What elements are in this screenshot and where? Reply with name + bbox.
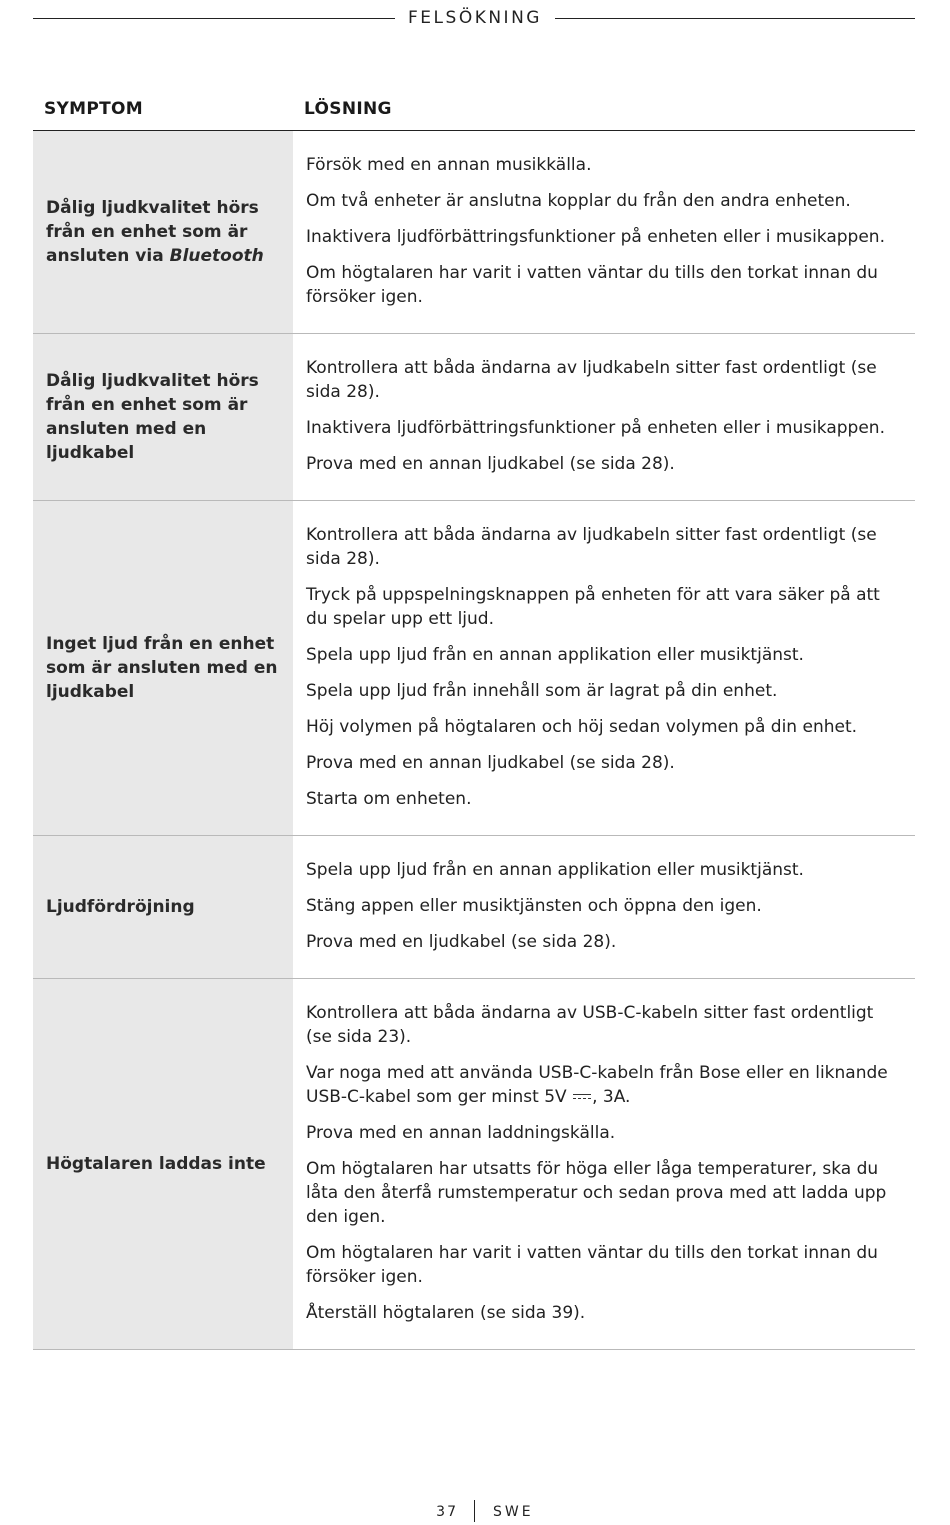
symptom-text-emphasis: Bluetooth [169, 246, 264, 266]
column-header-solution: LÖSNING [304, 99, 392, 119]
solution-item: Kontrollera att båda ändarna av USB-C-kabeln sitter fast ordentligt (se sida 23). [306, 1003, 874, 1047]
table-row [33, 501, 915, 836]
solution-item: Om högtalaren har varit i vatten väntar du tills den torkat innan du försöker igen. [306, 1243, 878, 1287]
solution-item: Inaktivera ljudförbättringsfunktioner på enheten eller i musikappen. [306, 418, 885, 438]
solution-cell [293, 979, 915, 1349]
solution-item: Prova med en annan ljudkabel (se sida 28). [306, 753, 675, 773]
solution-item: Prova med en annan laddningskälla. [306, 1123, 616, 1143]
symptom-text: Ljudfördröjning [46, 897, 195, 917]
solution-item: Kontrollera att båda ändarna av ljudkabeln sitter fast ordentligt (se sida 28). [306, 358, 877, 402]
section-title: FELSÖKNING [408, 8, 542, 28]
symptom-cell [33, 131, 293, 333]
solution-item: Höj volymen på högtalaren och höj sedan volymen på din enhet. [306, 717, 858, 737]
table-header [33, 96, 915, 131]
solution-item: Spela upp ljud från en annan applikation eller musiktjänst. [306, 645, 804, 665]
solution-item: Kontrollera att båda ändarna av ljudkabeln sitter fast ordentligt (se sida 28). [306, 525, 877, 569]
symptom-text: Dålig ljudkvalitet hörs från en enhet som är ansluten med en ljudkabel [46, 371, 259, 463]
page-number: 37 [436, 1504, 458, 1520]
solution-item: Om två enheter är anslutna kopplar du från den andra enheten. [306, 191, 851, 211]
symptom-text-prefix: Dålig ljudkvalitet hörs från en enhet som är ansluten via [46, 198, 259, 266]
symptom-text: Högtalaren laddas inte [46, 1154, 266, 1174]
solution-item: Prova med en annan ljudkabel (se sida 28). [306, 454, 675, 474]
page-header [33, 8, 915, 30]
solution-item: Stäng appen eller musiktjänsten och öppna den igen. [306, 896, 762, 916]
solution-item: Starta om enheten. [306, 789, 472, 809]
symptom-cell [33, 836, 293, 978]
troubleshooting-table [33, 96, 915, 1350]
symptom-text: Inget ljud från en enhet som är ansluten med en ljudkabel [46, 634, 278, 702]
dc-current-icon [573, 1093, 591, 1101]
footer-divider [474, 1500, 475, 1522]
solution-item: Om högtalaren har utsatts för höga eller låga temperaturer, ska du låta den återfå rumstemperatur och sedan prova med att ladda upp den igen. [306, 1159, 887, 1227]
table-row [33, 979, 915, 1350]
solution-item: Spela upp ljud från en annan applikation eller musiktjänst. [306, 860, 804, 880]
symptom-cell [33, 979, 293, 1349]
header-rule-left [33, 18, 395, 19]
table-row [33, 131, 915, 334]
solution-cell [293, 836, 915, 978]
solution-item: Inaktivera ljudförbättringsfunktioner på enheten eller i musikappen. [306, 227, 885, 247]
usb-note-rating: , 3A. [592, 1087, 631, 1107]
solution-cell [293, 501, 915, 835]
solution-cell [293, 334, 915, 500]
solution-item: Återställ högtalaren (se sida 39). [306, 1303, 586, 1323]
solution-item: Om högtalaren har varit i vatten väntar du tills den torkat innan du försöker igen. [306, 263, 878, 307]
solution-item: Försök med en annan musikkälla. [306, 155, 592, 175]
language-code: SWE [493, 1504, 534, 1520]
symptom-text [46, 196, 283, 268]
solution-item: Tryck på uppspelningsknappen på enheten för att vara säker på att du spelar upp ett ljud. [306, 585, 880, 629]
solution-cell [293, 131, 915, 333]
symptom-cell [33, 501, 293, 835]
column-header-symptom: SYMPTOM [44, 99, 143, 119]
solution-item: Spela upp ljud från innehåll som är lagrat på din enhet. [306, 681, 778, 701]
table-row [33, 334, 915, 501]
solution-item: Prova med en ljudkabel (se sida 28). [306, 932, 617, 952]
usb-note-text: Var noga med att använda USB-C-kabeln från Bose eller en liknande USB-C-kabel som ger minst 5V [306, 1063, 888, 1107]
solution-item-usb-note [306, 1061, 903, 1109]
symptom-cell [33, 334, 293, 500]
page-footer [0, 1500, 950, 1524]
header-rule-right [555, 18, 915, 19]
table-row [33, 836, 915, 979]
